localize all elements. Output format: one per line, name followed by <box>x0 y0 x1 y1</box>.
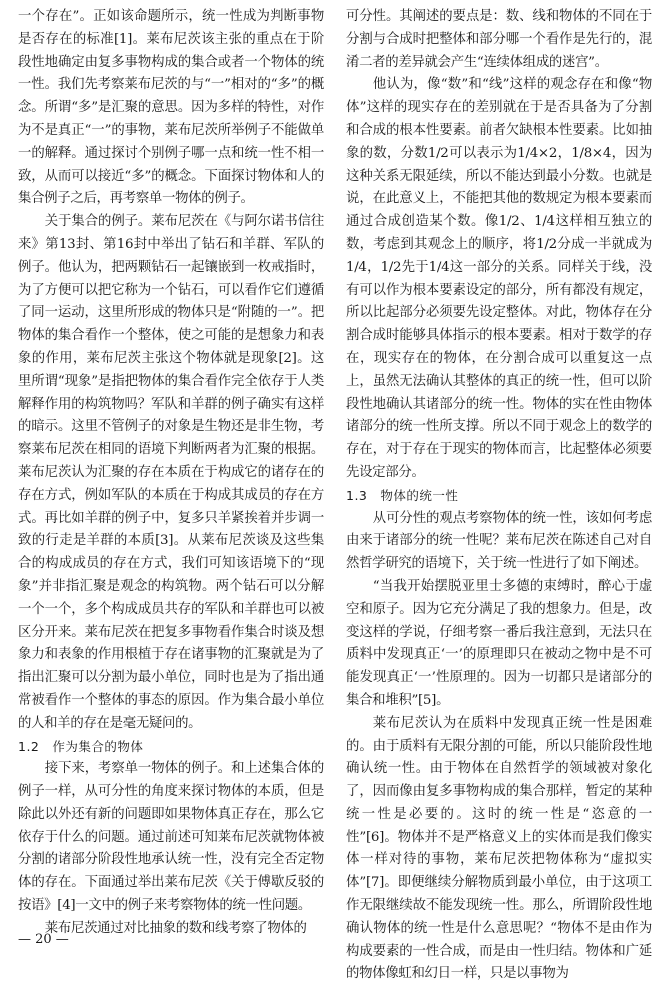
paragraph: 接下来，考察单一物体的例子。和上述集合体的例子一样，从可分性的角度来探讨物体的本质，但是除此以外还有新的问题即如果物体真正存在，那么它依存于什么的问题。通过前述可知莱布尼茨就物体被分割的诸部分阶段性地承认统一性，没有完全否定物体的存在。下面通过举出莱布尼茨《关于傅歇反驳的按语》[4]一文中的例子来考察物体的统一性问题。 <box>18 761 324 914</box>
right-column <box>346 6 652 986</box>
paragraph: 他认为，像“数”和“线”这样的观念存在和像“物体”这样的现实存在的差别就在于是否具备为了分割和合成的根本性要素。前者欠缺根本性要素。比如抽象的数，分数1/2可以表示为1/4×2，1/8×4，因为这种关系无限延续，所以不能达到最小分数。也就是说，在此意义上，不能把其他的数规定为根本要素而通过合成创造某个数。像1/2、1/4这样相互独立的数，考虑到其观念上的顺序，将1/2分成一半就成为1/4，1/2先于1/4这一部分的关系。同样关于线，没有可以作为根本要素设定的部分，所有都没有规定，所以比起部分必须要先设定整体。对此，物体存在分割合成时能够具体指示的根本要素。相对于数学的存在，现实存在的物体，在分割合成可以重复这一点上，虽然无法确认其整体的真正的统一性，但可以阶段性地确认其诸部分的统一性。物体的实在性由物体诸部分的统一性所支撑。所以不同于观念上的数学的存在，对于存在于现实的物体而言，比起整体必须要先设定部分。 <box>346 77 652 480</box>
page-number: — 20 — <box>18 932 69 947</box>
block-quote: “当我开始摆脱亚里士多德的束缚时，醉心于虚空和原子。因为它充分满足了我的想象力。但是，改变这样的学说，仔细考察一番后我注意到，无法只在质料中发现真正‘一’的原理即只在被动之物中是不可能发现真正‘一’性原理的。因为一切都只是诸部分的集合和堆积”[5]。 <box>346 578 652 708</box>
paragraph: 从可分性的观点考察物体的统一性，该如何考虑由来于诸部分的统一性呢？莱布尼茨在陈述自己对自然哲学研究的语境下，关于统一性进行了如下阐述。 <box>346 510 652 572</box>
paragraph: 莱布尼茨通过对比抽象的数和线考察了物体的 <box>44 920 307 936</box>
section-heading: 1.2 作为集合的物体 <box>18 738 144 754</box>
paragraph: 关于集合的例子。莱布尼茨在《与阿尔诺书信往来》第13封、第16封中举出了钻石和羊群、军队的例子。他认为，把两颗钻石一起镶嵌到一枚戒指时，为了方便可以把它称为一个钻石，可以看作它们遵循了同一运动，这里所形成的物体只是“附随的一”。把物体的集合看作一个整体，使之可能的是想象力和表象的作用，莱布尼茨主张这个物体就是现象[2]。这里所谓“现象”是指把物体的集合看作完全依存于人类解释作用的构筑物吗？军队和羊群的例子确实有这样的暗示。这里不管例子的对象是生物还是非生物，考察莱布尼茨在相同的语境下判断两者为汇聚的根据。莱布尼茨认为汇聚的存在本质在于构成它的诸存在的存在方式，例如军队的本质在于构成其成员的存在方式。再比如羊群的例子中，复多只羊紧挨着并步调一致的行走是羊群的本质[3]。从莱布尼茨谈及这些集合的构成成员的存在方式，我们可知该语境下的“现象”并非指汇聚是观念的构筑物。两个钻石可以分解一个一个，多个构成成员共存的军队和羊群也可以被区分开来。莱布尼茨在把复多事物看作集合时谈及想象力和表象的作用根植于存在诸事物的汇聚就是为了指出汇聚可以分割为最小单位，同时也是为了指出通常被看作一个整体的事态的原因。作为集合最小单位的人和羊的存在是毫无疑问的。 <box>18 214 324 731</box>
paragraph: 莱布尼茨认为在质料中发现真正统一性是困难的。由于质料有无限分割的可能，所以只能阶段性地确认统一性。由于物体在自然哲学的领域被对象化了，因而像由复多事物构成的集合那样，暂定的某种统一性是必要的。这时的统一性是“恣意的一性”[6]。物体并不是严格意义上的实体而是我们像实体一样对待的事物，莱布尼茨把物体称为“虚拟实体”[7]。即便继续分解物质到最小单位，由于这项工作无限继续故不能发现统一性。那么，所谓阶段性地确认物体的统一性是什么意思呢？“物体不是由作为构成要素的一性合成，而是由一性归结。物体和广延的物体像虹和幻日一样，只是以事物为 <box>346 715 652 982</box>
paragraph: 可分性。其阐述的要点是：数、线和物体的不同在于分割与合成时把整体和部分哪一个看作是先行的，混淆二者的差异就会产生“连续体组成的迷宫”。 <box>346 9 652 70</box>
paragraph: 一个存在”。正如该命题所示，统一性成为判断事物是否存在的标准[1]。莱布尼茨该主张的重点在于阶段性地确定由复多事物构成的集合或者一个物体的统一性。我们先考察莱布尼茨的与“一”相对的“多”的概念。所谓“多”是汇聚的意思。因为多样的特性，对作为不是真正“一”的事物，莱布尼茨所举例子不能做单一的解释。通过探讨个别例子哪一点和统一性不相一致，从而可以接近“多”的概念。下面探讨物体和人的集合例子之后，再考察单一物体的例子。 <box>18 9 324 207</box>
left-column <box>18 6 324 941</box>
section-heading: 1.3 物体的统一性 <box>346 487 459 503</box>
